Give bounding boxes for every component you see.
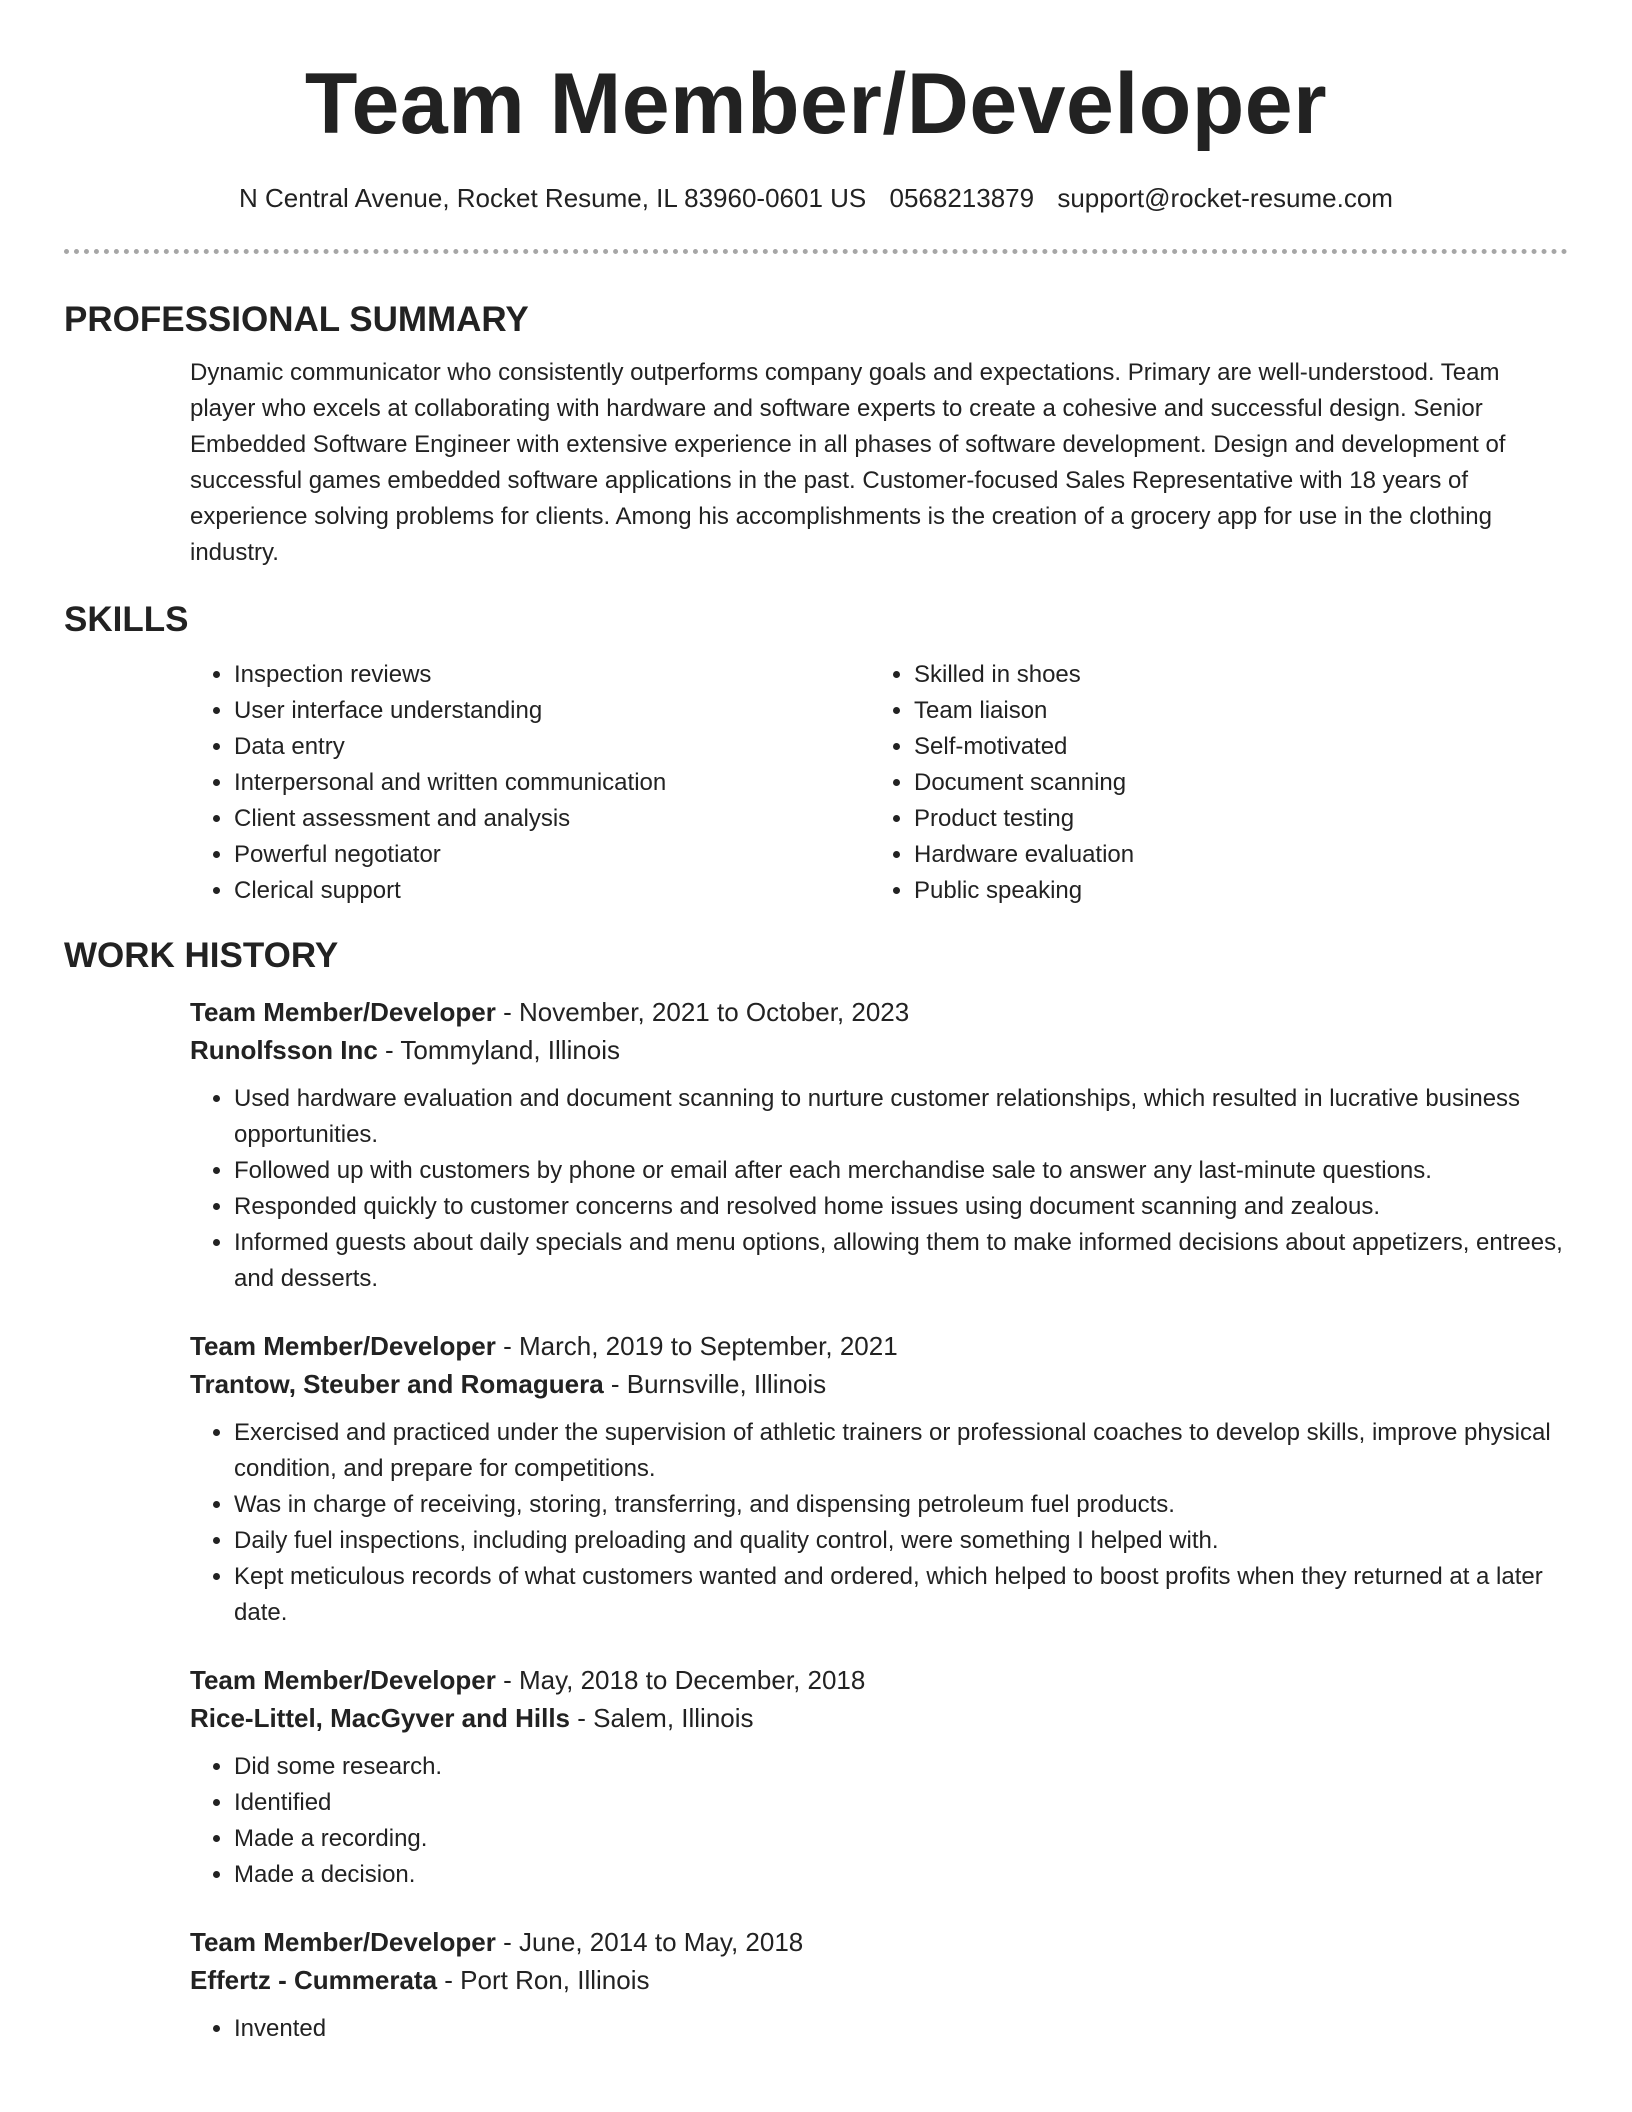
job-company-line — [190, 1031, 1568, 1069]
skills-column-right — [870, 657, 1550, 909]
job-duties — [190, 1081, 1568, 1297]
job-location: - Port Ron, Illinois — [437, 1965, 650, 1995]
skill-item: • Product testing — [914, 801, 1550, 837]
contact-line — [0, 180, 1632, 216]
job-duty: • Was in charge of receiving, storing, transferring, and dispensing petroleum fuel products. — [234, 1487, 1568, 1523]
contact-address: N Central Avenue, Rocket Resume, IL 83960-0601 US — [239, 183, 867, 213]
job-duty: • Followed up with customers by phone or email after each merchandise sale to answer any last-minute questions. — [234, 1153, 1568, 1189]
skill-item: • Powerful negotiator — [234, 837, 870, 873]
job-role: Team Member/Developer — [190, 1927, 496, 1957]
job-duty: • Informed guests about daily specials and menu options, allowing them to make informed decisions about appetizers, entrees, and desserts. — [234, 1225, 1568, 1297]
job-company: Effertz - Cummerata — [190, 1965, 438, 1995]
job-location: - Burnsville, Illinois — [603, 1369, 827, 1399]
job-dates: - May, 2018 to December, 2018 — [495, 1665, 866, 1695]
skill-item: • Team liaison — [914, 693, 1550, 729]
resume-content — [64, 295, 1568, 2077]
header-divider — [64, 249, 1568, 254]
job-role-line — [190, 1923, 1568, 1961]
skills-section — [64, 595, 1568, 909]
job-company: Trantow, Steuber and Romaguera — [190, 1369, 604, 1399]
skill-item: • Hardware evaluation — [914, 837, 1550, 873]
job-dates: - March, 2019 to September, 2021 — [495, 1331, 898, 1361]
job-role: Team Member/Developer — [190, 1665, 496, 1695]
summary-text: Dynamic communicator who consistently outperforms company goals and expectations. Primary are well-understood. Team player who excels at collaborating with hardware and software experts to create a cohesive and successful design. Senior Embedded Software Engineer with extensive experience in all phases of software development. Design and development of successful games embedded software applications in the past. Customer-focused Sales Representative with 18 years of experience solving problems for clients. Among his accomplishments is the creation of a grocery app for use in the clothing industry. — [190, 359, 1506, 566]
job-company-line — [190, 1365, 1568, 1403]
skill-item: • Client assessment and analysis — [234, 801, 870, 837]
job-duty: • Exercised and practiced under the supervision of athletic trainers or professional coaches to develop skills, improve physical condition, and prepare for competitions. — [234, 1415, 1568, 1487]
skill-item: • Self-motivated — [914, 729, 1550, 765]
job-role-line — [190, 1661, 1568, 1699]
job-duty: • Identified — [234, 1785, 1568, 1821]
job-role: Team Member/Developer — [190, 997, 496, 1027]
skill-item: • User interface understanding — [234, 693, 870, 729]
job-location: - Tommyland, Illinois — [377, 1035, 621, 1065]
job-duties — [190, 2011, 1568, 2047]
job-location: - Salem, Illinois — [570, 1703, 754, 1733]
skills-list — [190, 657, 1568, 909]
skills-title: SKILLS — [64, 600, 189, 639]
job-dates: - June, 2014 to May, 2018 — [495, 1927, 804, 1957]
contact-email: support@rocket-resume.com — [1057, 183, 1393, 213]
summary-section — [64, 295, 1568, 571]
job-duty: • Daily fuel inspections, including preloading and quality control, were something I helped with. — [234, 1523, 1568, 1559]
job-role-line — [190, 1327, 1568, 1365]
job-duty: • Kept meticulous records of what customers wanted and ordered, which helped to boost profits when they returned at a later date. — [234, 1559, 1568, 1631]
skills-column-left — [190, 657, 870, 909]
job-role: Team Member/Developer — [190, 1331, 496, 1361]
job-duty: • Made a recording. — [234, 1821, 1568, 1857]
contact-phone: 0568213879 — [889, 183, 1035, 213]
job-duty: • Invented — [234, 2011, 1568, 2047]
summary-title: PROFESSIONAL SUMMARY — [64, 300, 529, 339]
job-entry — [190, 1661, 1568, 1893]
job-entry — [190, 1923, 1568, 2047]
job-duty: • Responded quickly to customer concerns and resolved home issues using document scanning and zealous. — [234, 1189, 1568, 1225]
job-company: Runolfsson Inc — [190, 1035, 378, 1065]
skill-item: • Clerical support — [234, 873, 870, 909]
job-dates: - November, 2021 to October, 2023 — [495, 997, 910, 1027]
work-history-list — [190, 993, 1568, 2047]
skill-item: • Skilled in shoes — [914, 657, 1550, 693]
job-duty: • Used hardware evaluation and document scanning to nurture customer relationships, which resulted in lucrative business opportunities. — [234, 1081, 1568, 1153]
job-company: Rice-Littel, MacGyver and Hills — [190, 1703, 571, 1733]
work-history-section — [64, 931, 1568, 2047]
skill-item: • Document scanning — [914, 765, 1550, 801]
skill-item: • Data entry — [234, 729, 870, 765]
resume-name: Team Member/Developer — [304, 56, 1328, 152]
job-duty: • Did some research. — [234, 1749, 1568, 1785]
skill-item: • Public speaking — [914, 873, 1550, 909]
skill-item: • Inspection reviews — [234, 657, 870, 693]
job-duties — [190, 1415, 1568, 1631]
job-role-line — [190, 993, 1568, 1031]
job-duties — [190, 1749, 1568, 1893]
job-duty: • Made a decision. — [234, 1857, 1568, 1893]
job-entry — [190, 993, 1568, 1297]
skill-item: • Interpersonal and written communication — [234, 765, 870, 801]
work-history-title: WORK HISTORY — [64, 936, 339, 975]
job-company-line — [190, 1961, 1568, 1999]
job-company-line — [190, 1699, 1568, 1737]
job-entry — [190, 1327, 1568, 1631]
